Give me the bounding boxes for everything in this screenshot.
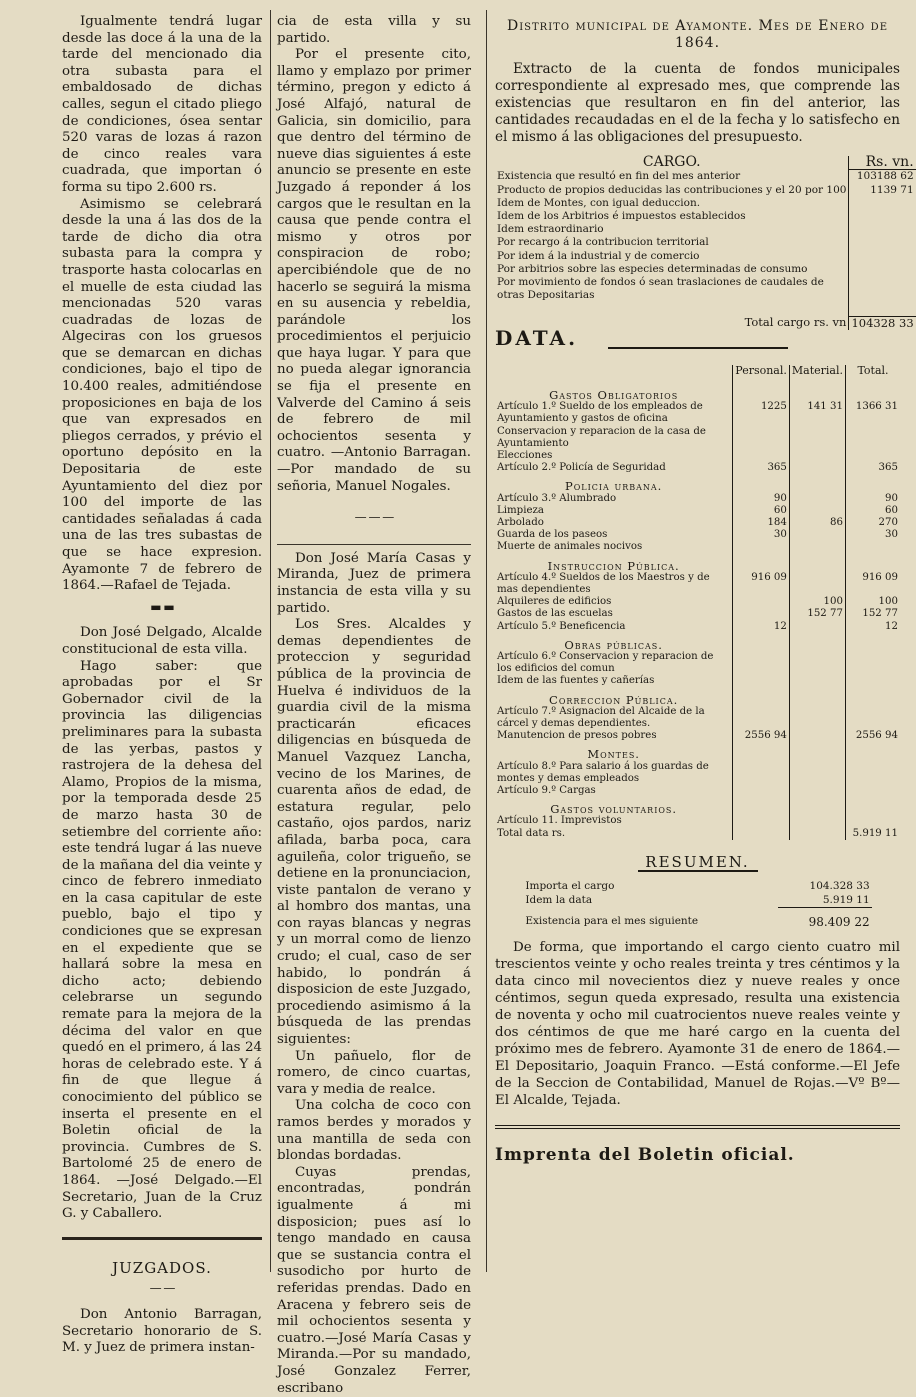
paragraph: cia de esta villa y su partido.	[277, 14, 471, 46]
data-material	[789, 651, 845, 675]
data-material	[789, 730, 845, 742]
data-row	[495, 675, 900, 687]
data-material: 100	[789, 596, 845, 608]
data-row	[495, 517, 900, 529]
data-total	[846, 785, 901, 797]
resumen-value: 104.328 33	[809, 880, 870, 893]
separator	[608, 347, 788, 349]
paragraph: Hago saber: que aprobadas por el Sr Gobernador civil de la provincia las diligencias preliminares para la subasta de las yerbas, pastos y rastrojera de la dehesa del Alamo, Propios de la misma, por la temporada desde 25 de marzo hasta 30 de setiembre del corriente año: este tendrá lugar á las nueve de la mañana del dia veinte y cinco de febrero inmediato en la casa capitular de este pueblo, bajo el tipo y condiciones que se expresan en el expediente que se hallará sobre la mesa en dicho acto; debiendo celebrarse un segundo remate para la mejora de la décima del valor en que quedó en el primero, á las 24 horas de celebrado este. Y á fin de que llegue á conocimiento del público se inserta el presente en el Boletin oficial de la provincia. Cumbres de S. Bartolomé 25 de enero de 1864. —José Delgado.—El Secretario, Juan de la Cruz G. y Caballero.	[62, 658, 262, 1222]
data-label: Idem de las fuentes y cañerías	[497, 675, 655, 687]
data-material	[789, 450, 845, 462]
data-row	[495, 651, 900, 675]
separator: ▬ ▬	[150, 599, 174, 614]
data-section-label: Montes.	[587, 747, 640, 762]
data-row	[495, 828, 900, 840]
data-material: 141 31	[789, 401, 845, 425]
column-1	[62, 14, 262, 1357]
data-total: 30	[846, 529, 901, 541]
data-material	[789, 761, 845, 785]
cargo-total: 104328 33	[849, 316, 916, 330]
cargo-value	[849, 276, 916, 302]
cargo-value	[849, 250, 916, 263]
resumen-table	[523, 880, 871, 929]
data-total: 90	[846, 493, 901, 505]
data-material: 152 77	[789, 608, 845, 620]
data-total: 12	[846, 621, 901, 633]
section-title: JUZGADOS.	[112, 1258, 212, 1277]
data-row	[495, 529, 900, 541]
cargo-label: Por idem á la industrial y de comercio	[497, 249, 700, 262]
data-label: Conservacion y reparacion de la casa de Ayuntamiento	[497, 425, 706, 449]
resumen-title: RESUMEN.	[645, 852, 750, 871]
data-personal	[733, 785, 790, 797]
data-label: Artículo 3.º Alumbrado	[497, 492, 617, 504]
data-personal: 1225	[733, 401, 790, 425]
data-personal: 30	[733, 529, 790, 541]
data-personal: 90	[733, 493, 790, 505]
cargo-label: Idem estraordinario	[497, 223, 604, 236]
data-label: Muerte de animales nocivos	[497, 541, 643, 553]
section-rule	[277, 544, 471, 545]
data-table	[495, 365, 900, 840]
resumen-label: Existencia para el mes siguiente	[525, 915, 699, 928]
data-personal	[733, 815, 790, 827]
data-total: 365	[846, 462, 901, 474]
data-section-row	[495, 474, 900, 492]
data-total	[846, 450, 901, 462]
data-row	[495, 730, 900, 742]
data-material	[789, 572, 845, 596]
data-personal	[733, 828, 790, 840]
cargo-value	[849, 223, 916, 236]
data-section-label: Instruccion Pública.	[547, 558, 680, 573]
data-label: Artículo 9.º Cargas	[497, 785, 596, 797]
data-total	[846, 651, 901, 675]
data-section-row	[495, 797, 900, 815]
data-total	[846, 761, 901, 785]
data-total: 270	[846, 517, 901, 529]
data-row	[495, 541, 900, 553]
data-row	[495, 572, 900, 596]
cargo-value	[849, 236, 916, 249]
data-total	[846, 541, 901, 553]
data-material	[789, 621, 845, 633]
cargo-value	[849, 263, 916, 276]
data-label: Artículo 4.º Sueldos de los Maestros y de mas dependientes	[497, 571, 710, 595]
section-rule	[495, 1125, 900, 1129]
notice-heading: Don José Delgado, Alcalde constitucional de esta villa.	[62, 625, 262, 657]
paragraph: Cuyas prendas, encontradas, pondrán igualmente á mi disposicion; pues así lo tengo mandado en causa que se sustancia contra el susodicho por hurto de referidas prendas. Dado en Aracena y febrero seis de mil ochocientos sesenta y cuatro.—José María Casas y Miranda.—Por su mandado, José Gonzalez Ferrer, escribano	[277, 1164, 471, 1396]
paragraph: Igualmente tendrá lugar desde las doce á la una de la tarde del mencionado dia otra subasta para el embaldosado de dichas calles, segun el citado pliego de condiciones, ósea sentar 520 varas de lozas á razon de cinco reales vara cuadrada, que importan ó forma su tipo 2.600 rs.	[62, 14, 262, 195]
data-personal	[733, 596, 790, 608]
data-row	[495, 761, 900, 785]
resumen-value: 5.919 11	[778, 894, 872, 908]
data-personal	[733, 608, 790, 620]
data-section-row	[495, 633, 900, 651]
data-total	[846, 426, 901, 450]
data-personal: 12	[733, 621, 790, 633]
data-section-label: Policia urbana.	[564, 479, 663, 494]
paragraph: Asimismo se celebrará desde la una á las dos de la tarde de dicho dia otra subasta para la compra y trasporte hasta colocarlas en el muelle de esta ciudad las mencionadas 520 varas cuadradas de lozas de Algeciras con los gruesos que se demarcan en dichas condiciones, bajo el tipo de 10.400 reales, admitiéndose proposiciones en baja de los que van expresados en pliegos cerrados, y prévio el oportuno depósito en la Depositaria de este Ayuntamiento del diez por 100 del importe de las cantidades señaladas á cada una de las tres subastas de que se hace expresion. Ayamonte 7 de febrero de 1864.—Rafael de Tejada.	[62, 196, 262, 594]
data-total	[846, 706, 901, 730]
col-header-personal: Personal.	[733, 365, 790, 383]
data-row	[495, 608, 900, 620]
page-header: Distrito municipal de Ayamonte. Mes de Enero de 1864.	[506, 18, 889, 51]
separator: — — —	[354, 510, 394, 525]
data-material	[789, 529, 845, 541]
data-label: Elecciones	[497, 449, 553, 461]
data-personal: 60	[733, 505, 790, 517]
data-row	[495, 621, 900, 633]
data-material	[789, 828, 845, 840]
data-section-row	[495, 554, 900, 572]
data-personal	[733, 706, 790, 730]
cargo-label: Existencia que resultó en fin del mes anterior	[497, 169, 741, 182]
data-material	[789, 493, 845, 505]
data-personal: 2556 94	[733, 730, 790, 742]
data-total: 152 77	[846, 608, 901, 620]
cargo-value	[849, 210, 916, 223]
data-total: 1366 31	[846, 401, 901, 425]
data-row	[495, 706, 900, 730]
data-material	[789, 785, 845, 797]
cargo-label: Por movimiento de fondos ó sean traslaciones de caudales de otras Depositarias	[497, 276, 824, 302]
data-section-label: Gastos Obligatorios	[549, 387, 679, 402]
paragraph: Don Antonio Barragan, Secretario honorario de S. M. y Juez de primera instan-	[62, 1306, 262, 1356]
data-row	[495, 493, 900, 505]
data-row	[495, 596, 900, 608]
data-section-row	[495, 688, 900, 706]
cargo-label: Idem de los Arbitrios é impuestos establecidos	[497, 210, 746, 222]
section-rule	[62, 1237, 262, 1240]
column-2	[277, 14, 471, 1397]
data-label: Artículo 11. Imprevistos	[497, 815, 622, 827]
data-material	[789, 815, 845, 827]
data-label: Alquileres de edificios	[497, 596, 612, 608]
paragraph: De forma, que importando el cargo ciento cuatro mil trescientos veinte y ocho reales treinta y tres céntimos y la data cinco mil novecientos diez y nueve reales y once céntimos, segun queda expresado, resulta una existencia de noventa y ocho mil cuatrocientos nueve reales veinte y dos céntimos de que me haré cargo en la cuenta del próximo mes de febrero. Ayamonte 31 de enero de 1864.—El Depositario, Joaquin Franco. —Está conforme.—El Jefe de la Seccion de Contabilidad, Manuel de Rojas.—Vº Bº—El Alcalde, Tejada.	[495, 940, 900, 1109]
data-section-row	[495, 383, 900, 401]
resumen-label: Idem la data	[525, 893, 593, 906]
data-section-label: Correccion Pública.	[549, 692, 679, 707]
cargo-table	[495, 156, 916, 330]
data-personal	[733, 541, 790, 553]
data-row	[495, 505, 900, 517]
data-label: Artículo 6.º Conservacion y reparacion de los edificios del comun	[497, 650, 714, 675]
data-label: Artículo 5.º Beneficencia	[497, 620, 626, 632]
data-row	[495, 426, 900, 450]
separator: — —	[149, 1281, 175, 1296]
data-label: Gastos de las escuelas	[497, 608, 613, 620]
data-total	[846, 815, 901, 827]
data-total: 60	[846, 505, 901, 517]
paragraph: Un pañuelo, flor de romero, de cinco cuartas, vara y media de realce.	[277, 1048, 471, 1097]
data-section-label: Obras públicas.	[564, 637, 663, 652]
data-total: 100	[846, 596, 901, 608]
data-row	[495, 401, 900, 425]
data-personal	[733, 450, 790, 462]
data-material	[789, 675, 845, 687]
data-total: 916 09	[846, 572, 901, 596]
data-material	[789, 426, 845, 450]
footer-imprint: Imprenta del Boletin oficial.	[495, 1145, 795, 1166]
paragraph: Una colcha de coco con ramos berdes y morados y una mantilla de seda con blondas bordadas.	[277, 1098, 471, 1164]
data-label: Artículo 2.º Policía de Seguridad	[497, 462, 666, 474]
cargo-value: 1139 71	[849, 184, 916, 197]
notice-heading: Don José María Casas y Miranda, Juez de primera instancia de esta villa y su partido.	[277, 550, 471, 616]
cargo-label: Producto de propios deducidas las contribuciones y el 20 por 100	[497, 183, 847, 196]
col-header-total: Total.	[846, 365, 901, 383]
cargo-value	[849, 197, 916, 210]
data-personal: 916 09	[733, 572, 790, 596]
cargo-label: Por recargo á la contribucion territorial	[497, 236, 709, 249]
data-material	[789, 541, 845, 553]
cargo-label: Por arbitrios sobre las especies determinadas de consumo	[497, 262, 808, 275]
paragraph: Por el presente cito, llamo y emplazo por primer término, pregon y edicto á José Alfajó, natural de Galicia, sin domicilio, para que dentro del término de nueve dias siguientes á este anuncio se presente en este Juzgado á reponder á los cargos que le resultan en la causa que pende contra el mismo y otros por conspiracion de robo; apercibiéndole que de no hacerlo se seguirá la misma en su ausencia y rebeldia, parándole los procedimientos el perjuicio que haya lugar. Y para que no pueda alegar ignorancia se fija el presente en Valverde del Camino á seis de febrero de mil ochocientos sesenta y cuatro. —Antonio Barragan.—Por mandado de su señoria, Manuel Nogales.	[277, 47, 471, 494]
column-divider	[486, 10, 487, 1272]
data-personal: 184	[733, 517, 790, 529]
resumen-value: 98.409 22	[808, 914, 870, 929]
data-material	[789, 505, 845, 517]
paragraph: Extracto de la cuenta de fondos municipales correspondiente al expresado mes, que comprende las existencias que resultaron en fin del anterior, las cantidades recaudadas en el de la fecha y lo satisfecho en el mismo á las obligaciones del presupuesto.	[495, 61, 900, 146]
paragraph: Los Sres. Alcaldes y demas dependientes de proteccion y seguridad pública de la provincia de Huelva é individuos de la guardia civil de la misma practicarán eficaces diligencias en búsqueda de Manuel Vazquez Lancha, vecino de los Marines, de cuarenta años de edad, de estatura regular, pelo castaño, ojos pardos, nariz afilada, barba poca, cara aguileña, color trigueño, se detiene en la pronunciacion, viste pantalon de verano y al hombro dos mantas, una con rayas blancas y negras y un morral como de lienzo crudo; el cual, caso de ser habido, lo pondrán á disposicion de este Juzgado, procediendo asimismo á la búsqueda de las prendas siguientes:	[277, 617, 471, 1048]
data-label: Guarda de los paseos	[497, 529, 608, 541]
data-row	[495, 450, 900, 462]
cargo-value: 103188 62	[849, 170, 916, 184]
data-personal: 365	[733, 462, 790, 474]
data-row	[495, 815, 900, 827]
data-section-row	[495, 742, 900, 760]
data-material	[789, 706, 845, 730]
data-total	[846, 675, 901, 687]
data-label: Artículo 7.º Asignacion del Alcaide de la cárcel y demas dependientes.	[497, 705, 705, 729]
data-total: 5.919 11	[846, 828, 901, 840]
column-divider	[270, 10, 271, 1272]
cargo-total-label: Total cargo rs. vn	[744, 315, 847, 330]
data-personal	[733, 426, 790, 450]
column-3	[495, 18, 914, 1166]
data-total: 2556 94	[846, 730, 901, 742]
data-section-label: Gastos voluntarios.	[550, 802, 678, 817]
data-material: 86	[789, 517, 845, 529]
cargo-title: CARGO.	[642, 154, 701, 171]
data-label: Total data rs.	[497, 827, 566, 839]
cargo-unit: Rs. vn.	[849, 156, 916, 170]
data-label: Limpieza	[497, 504, 544, 516]
data-personal	[733, 651, 790, 675]
data-label: Artículo 1.º Sueldo de los empleados de Ayuntamiento y gastos de oficina	[497, 401, 703, 425]
data-title: DATA.	[495, 326, 579, 351]
data-label: Manutencion de presos pobres	[497, 730, 657, 742]
resumen-label: Importa el cargo	[525, 880, 615, 893]
data-row	[495, 785, 900, 797]
cargo-label: Idem de Montes, con igual deduccion.	[497, 196, 701, 209]
data-material	[789, 462, 845, 474]
data-label: Artículo 8.º Para salario á los guardas de montes y demas empleados	[497, 760, 709, 784]
data-row	[495, 462, 900, 474]
data-label: Arbolado	[497, 516, 544, 528]
col-header-material: Material.	[789, 365, 845, 383]
data-personal	[733, 675, 790, 687]
data-personal	[733, 761, 790, 785]
